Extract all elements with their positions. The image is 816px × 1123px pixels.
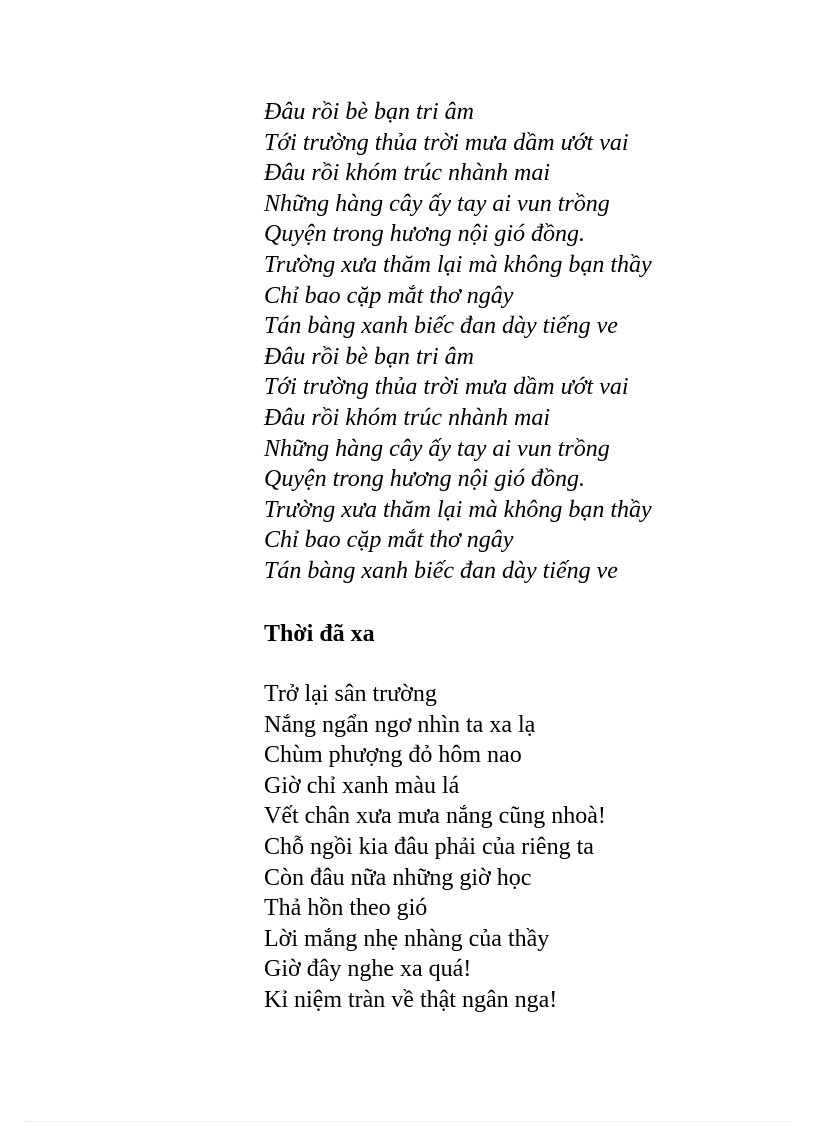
poem-line: Chỉ bao cặp mắt thơ ngây	[264, 282, 514, 309]
poem-line: Đâu rồi khóm trúc nhành mai	[264, 160, 550, 187]
poem-line: Giờ đây nghe xa quá!	[264, 956, 472, 983]
poem-line: Vết chân xưa mưa nắng cũng nhoà!	[264, 803, 606, 830]
poem-line: Đâu rồi bè bạn tri âm	[264, 99, 474, 125]
poem-line: Chùm phượng đỏ hôm nao	[264, 742, 522, 769]
poem-line: Chỉ bao cặp mắt thơ ngây	[264, 527, 514, 554]
poem-line: Nắng ngẩn ngơ nhìn ta xa lạ	[264, 711, 536, 738]
poem-line: Trường xưa thăm lại mà không bạn thầy	[264, 251, 652, 278]
poem-line: Tán bàng xanh biếc đan dày tiếng ve	[264, 313, 618, 340]
poem-line: Trở lại sân trường	[264, 681, 437, 707]
poem-line: Tán bàng xanh biếc đan dày tiếng ve	[264, 557, 618, 584]
poem-line: Những hàng cây ấy tay ai vun trồng	[264, 190, 610, 217]
poem-line: Thả hồn theo gió	[264, 895, 428, 922]
poem-line: Những hàng cây ấy tay ai vun trồng	[264, 435, 610, 462]
poem-line: Tới trường thủa trời mưa dầm ướt vai	[264, 129, 629, 156]
poem-line: Tới trường thủa trời mưa dầm ướt vai	[264, 374, 629, 401]
poem-line: Kỉ niệm tràn về thật ngân nga!	[264, 986, 558, 1013]
poem-line: Lời mắng nhẹ nhàng của thầy	[264, 925, 550, 952]
poem-line: Quyện trong hương nội gió đồng.	[264, 221, 585, 248]
poem-line: Trường xưa thăm lại mà không bạn thầy	[264, 496, 652, 523]
poem-title: Thời đã xa	[264, 621, 375, 647]
poem-line: Còn đâu nữa những giờ học	[264, 864, 532, 891]
poem-line: Chỗ ngồi kia đâu phải của riêng ta	[264, 833, 594, 860]
poem-line: Giờ chỉ xanh màu lá	[264, 772, 460, 799]
poem-line: Đâu rồi bè bạn tri âm	[264, 343, 474, 370]
poem-line: Đâu rồi khóm trúc nhành mai	[264, 404, 550, 431]
poem-line: Quyện trong hương nội gió đồng.	[264, 466, 585, 493]
poem-one-stanza	[264, 97, 652, 587]
poem-two-stanza	[264, 679, 606, 1016]
page-bottom-divider	[24, 1121, 792, 1122]
